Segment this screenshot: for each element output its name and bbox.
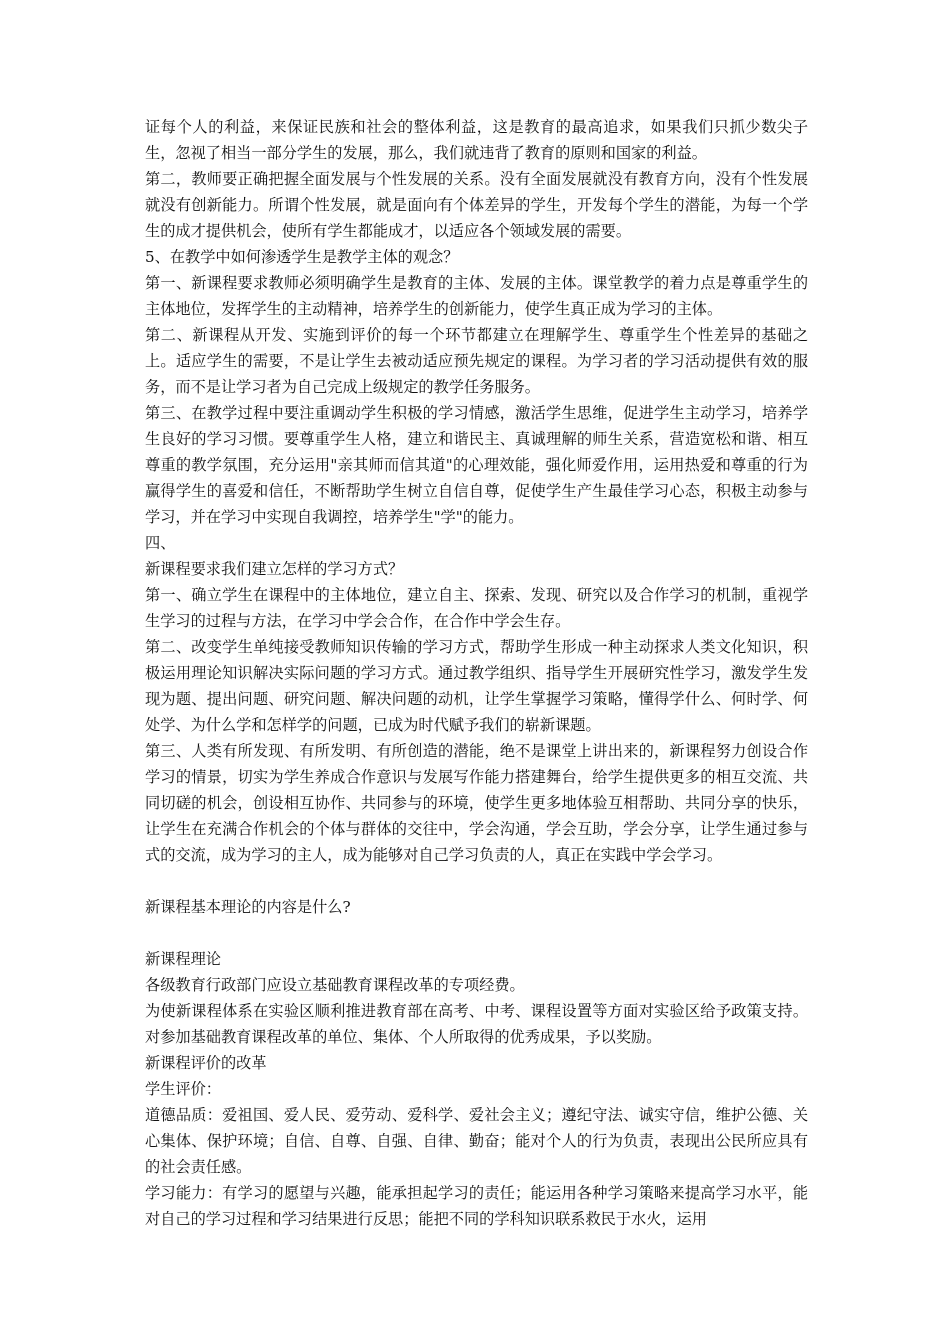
question-heading-learning-style: 新课程要求我们建立怎样的学习方式？ xyxy=(145,560,404,578)
blank-line xyxy=(145,868,808,894)
paragraph-5: 第二、新课程从开发、实施到评价的每一个环节都建立在理解学生、尊重学生个性差异的基础之上。适应学生的需要，不是让学生去被动适应预先规定的课程。为学习者的学习活动提供有效的服务，而不是让学习者为自己完成上级规定的教学任务服务。 xyxy=(145,326,808,396)
question-heading-basic-theory: 新课程基本理论的内容是什么? xyxy=(145,898,351,916)
paragraph-10: 第二、改变学生单纯接受教师知识传输的学习方式，帮助学生形成一种主动探求人类文化知识，积极运用理论知识解决实际问题的学习方式。通过教学组织、指导学生开展研究性学习，激发学生发现为题、提出问题、研究问题、解决问题的动机，让学生掌握学习策略，懂得学什么、何时学、何处学、为什么学和怎样学的问题，已成为时代赋予我们的崭新课题。 xyxy=(145,638,808,734)
heading-evaluation-reform: 新课程评价的改革 xyxy=(145,1054,267,1072)
paragraph-16: 各级教育行政部门应设立基础教育课程改革的专项经费。 xyxy=(145,976,525,994)
paragraph-11: 第三、人类有所发现、有所发明、有所创造的潜能，绝不是课堂上讲出来的，新课程努力创设合作学习的情景，切实为学生养成合作意识与发展写作能力搭建舞台，给学生提供更多的相互交流、共同切磋的机会，创设相互协作、共同参与的环境，使学生更多地体验互相帮助、共同分享的快乐，让学生在充满合作机会的个体与群体的交往中，学会沟通，学会互助，学会分享，让学生通过参与式的交流，成为学习的主人，成为能够对自己学习负责的人，真正在实践中学会学习。 xyxy=(145,742,808,864)
paragraph-4: 第一、新课程要求教师必须明确学生是教育的主体、发展的主体。课堂教学的着力点是尊重学生的主体地位，发挥学生的主动精神，培养学生的创新能力，使学生真正成为学习的主体。 xyxy=(145,274,808,318)
blank-line xyxy=(145,920,808,946)
paragraph-learning-ability: 学习能力：有学习的愿望与兴趣，能承担起学习的责任；能运用各种学习策略来提高学习水平，能对自己的学习过程和学习结果进行反思；能把不同的学科知识联系救民于水火，运用 xyxy=(145,1184,808,1228)
section-heading-four: 四、 xyxy=(145,534,176,552)
document-body xyxy=(145,114,808,1232)
heading-new-curriculum-theory: 新课程理论 xyxy=(145,950,221,968)
paragraph-6: 第三、在教学过程中要注重调动学生积极的学习情感，激活学生思维，促进学生主动学习，培养学生良好的学习习惯。要尊重学生人格，建立和谐民主、真诚理解的师生关系，营造宽松和谐、相互尊重的教学氛围，充分运用"亲其师而信其道"的心理效能，强化师爱作用，运用热爱和尊重的行为赢得学生的喜爱和信任，不断帮助学生树立自信自尊，促使学生产生最佳学习心态，积极主动参与学习，并在学习中实现自我调控，培养学生"学"的能力。 xyxy=(145,404,808,526)
paragraph-moral-quality: 道德品质：爱祖国、爱人民、爱劳动、爱科学、爱社会主义；遵纪守法、诚实守信，维护公德、关心集体、保护环境；自信、自尊、自强、自律、勤奋；能对个人的行为负责，表现出公民所应具有的社会责任感。 xyxy=(145,1106,808,1176)
question-heading-5: 5、在教学中如何渗透学生是教学主体的观念？ xyxy=(145,248,459,266)
heading-student-evaluation: 学生评价： xyxy=(145,1080,221,1098)
paragraph-1: 证每个人的利益，来保证民族和社会的整体利益，这是教育的最高追求，如果我们只抓少数尖子生，忽视了相当一部分学生的发展，那么，我们就违背了教育的原则和国家的利益。 xyxy=(145,118,808,162)
paragraph-2: 第二，教师要正确把握全面发展与个性发展的关系。没有全面发展就没有教育方向，没有个性发展就没有创新能力。所谓个性发展，就是面向有个体差异的学生，开发每个学生的潜能，为每一个学生的成才提供机会，使所有学生都能成才，以适应各个领域发展的需要。 xyxy=(145,170,808,240)
paragraph-9: 第一、确立学生在课程中的主体地位，建立自主、探索、发现、研究以及合作学习的机制，重视学生学习的过程与方法，在学习中学会合作，在合作中学会生存。 xyxy=(145,586,808,630)
paragraph-17: 为使新课程体系在实验区顺利推进教育部在高考、中考、课程设置等方面对实验区给予政策支持。对参加基础教育课程改革的单位、集体、个人所取得的优秀成果，予以奖励。 xyxy=(145,1002,808,1046)
